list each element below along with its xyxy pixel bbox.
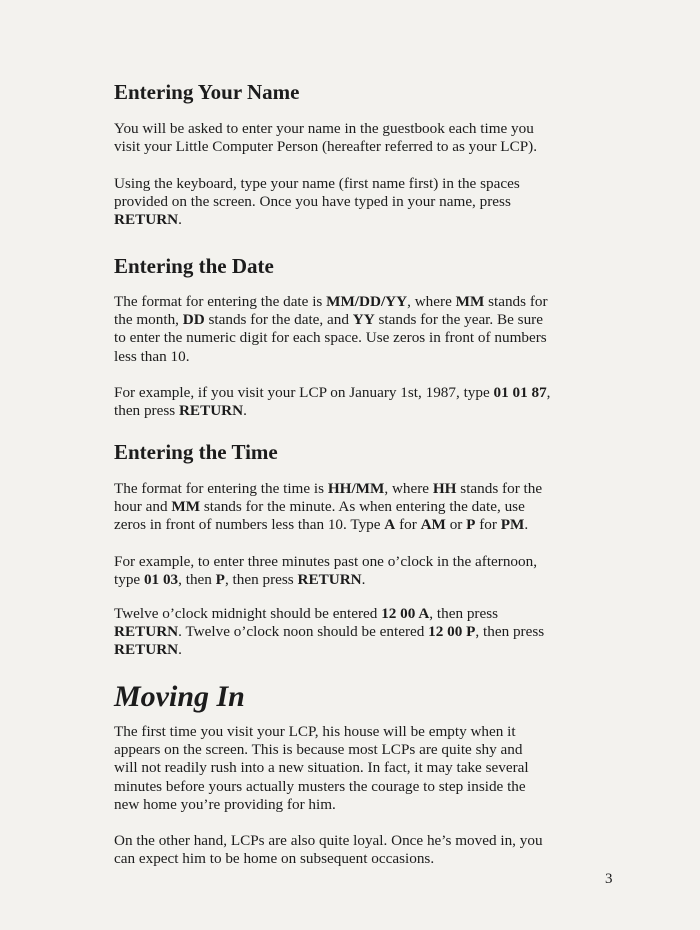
text-run: The format for entering the time is [114,480,328,497]
text-run: for [395,516,421,534]
text-line [114,402,584,420]
bold-term: RETURN [297,571,362,589]
text-line [114,293,584,311]
text-run: , then [178,571,216,589]
text-line [114,778,584,796]
text-line [114,175,584,193]
text-run: For example, to enter three minutes past one o’clock in the afternoon, [114,553,538,570]
text-run: appears on the screen. This is because most LCPs are quite shy and [114,741,523,759]
bold-term: 01 01 87 [493,384,547,401]
text-run: will not readily rush into a new situation. In fact, it may take several [114,759,529,777]
paragraph [114,553,584,589]
text-line [114,480,584,498]
text-run: . Twelve o’clock noon should be entered [178,623,429,641]
text-run: type [114,571,144,589]
text-run: . [178,641,182,659]
text-line [114,516,584,534]
text-run: Twelve o’clock midnight should be entered [114,605,382,622]
text-line [114,138,584,156]
text-run: , where [384,480,433,497]
bold-term: P [215,571,225,589]
bold-term: 12 00 P [428,623,476,641]
heading-entering-your-name: Entering Your Name [114,80,300,104]
bold-term: P [466,516,476,534]
text-run: for [475,516,501,534]
text-line [114,641,584,659]
page-number: 3 [605,871,613,887]
text-line [114,759,584,777]
text-line [114,311,584,329]
text-run: stands for the minute. As when entering the date, use [200,498,525,516]
heading-entering-the-date: Entering the Date [114,254,274,278]
text-run: . [178,211,182,229]
text-line [114,741,584,759]
text-run: , where [407,293,456,310]
text-run: . [243,402,247,420]
heading-entering-the-time: Entering the Time [114,440,278,464]
bold-term: RETURN [114,623,179,641]
text-line [114,553,584,571]
text-run: then press [114,402,179,420]
bold-term: HH [432,480,457,497]
bold-term: A [384,516,396,534]
text-line [114,498,584,516]
text-run: , [546,384,551,401]
text-run: The first time you visit your LCP, his house will be empty when it [114,723,516,740]
text-run: can expect him to be home on subsequent occasions. [114,850,435,868]
text-run: Using the keyboard, type your name (first name first) in the spaces [114,175,520,192]
text-line [114,384,584,402]
heading-moving-in: Moving In [114,680,245,713]
paragraph [114,293,584,366]
text-run: stands for the year. Be sure [374,311,543,329]
text-run: new home you’re providing for him. [114,795,336,813]
text-run: to enter the numeric digit for each space. Use zeros in front of numbers [114,329,547,347]
bold-term: RETURN [114,641,179,659]
text-line [114,850,584,868]
paragraph [114,480,584,535]
text-run: the month, [114,311,183,329]
bold-term: AM [420,516,446,534]
text-run: stands for [484,293,548,310]
text-run: , then press [224,571,298,589]
text-line [114,193,584,211]
paragraph [114,605,584,660]
text-run: stands for the [456,480,543,497]
paragraph [114,175,584,230]
text-line [114,211,584,229]
paragraph [114,723,584,814]
paragraph [114,384,584,420]
text-run: On the other hand, LCPs are also quite loyal. Once he’s moved in, you [114,832,543,849]
bold-term: DD [182,311,205,329]
text-run: minutes before yours actually musters the courage to step inside the [114,777,526,795]
text-line [114,329,584,347]
text-run: hour and [114,498,172,516]
text-run: stands for the date, and [204,311,353,329]
paragraph [114,120,584,156]
bold-term: 12 00 A [381,605,430,622]
bold-term: MM [455,293,485,310]
text-line [114,623,584,641]
text-run: provided on the screen. Once you have typed in your name, press [114,193,511,211]
text-line [114,796,584,814]
text-run: . [524,516,529,534]
text-run: or [445,516,467,534]
text-run: , then press [429,605,499,622]
text-line [114,571,584,589]
text-run: , then press [475,623,545,641]
bold-term: YY [352,311,375,329]
text-line [114,120,584,138]
bold-term: HH/MM [327,480,385,497]
text-run: zeros in front of numbers less than 10. Type [114,516,385,534]
paragraph [114,832,584,868]
text-run: less than 10. [114,347,190,365]
text-run: You will be asked to enter your name in the guestbook each time you [114,120,534,137]
text-line [114,605,584,623]
text-line [114,832,584,850]
bold-term: PM [500,516,525,534]
bold-term: MM/DD/YY [326,293,408,310]
bold-term: RETURN [114,211,179,229]
text-run: . [361,571,366,589]
text-line [114,723,584,741]
text-run: visit your Little Computer Person (hereafter referred to as your LCP). [114,138,538,156]
bold-term: 01 03 [143,571,179,589]
text-run: The format for entering the date is [114,293,327,310]
bold-term: MM [171,498,201,516]
bold-term: RETURN [178,402,244,420]
text-line [114,348,584,366]
text-run: For example, if you visit your LCP on January 1st, 1987, type [114,384,494,401]
